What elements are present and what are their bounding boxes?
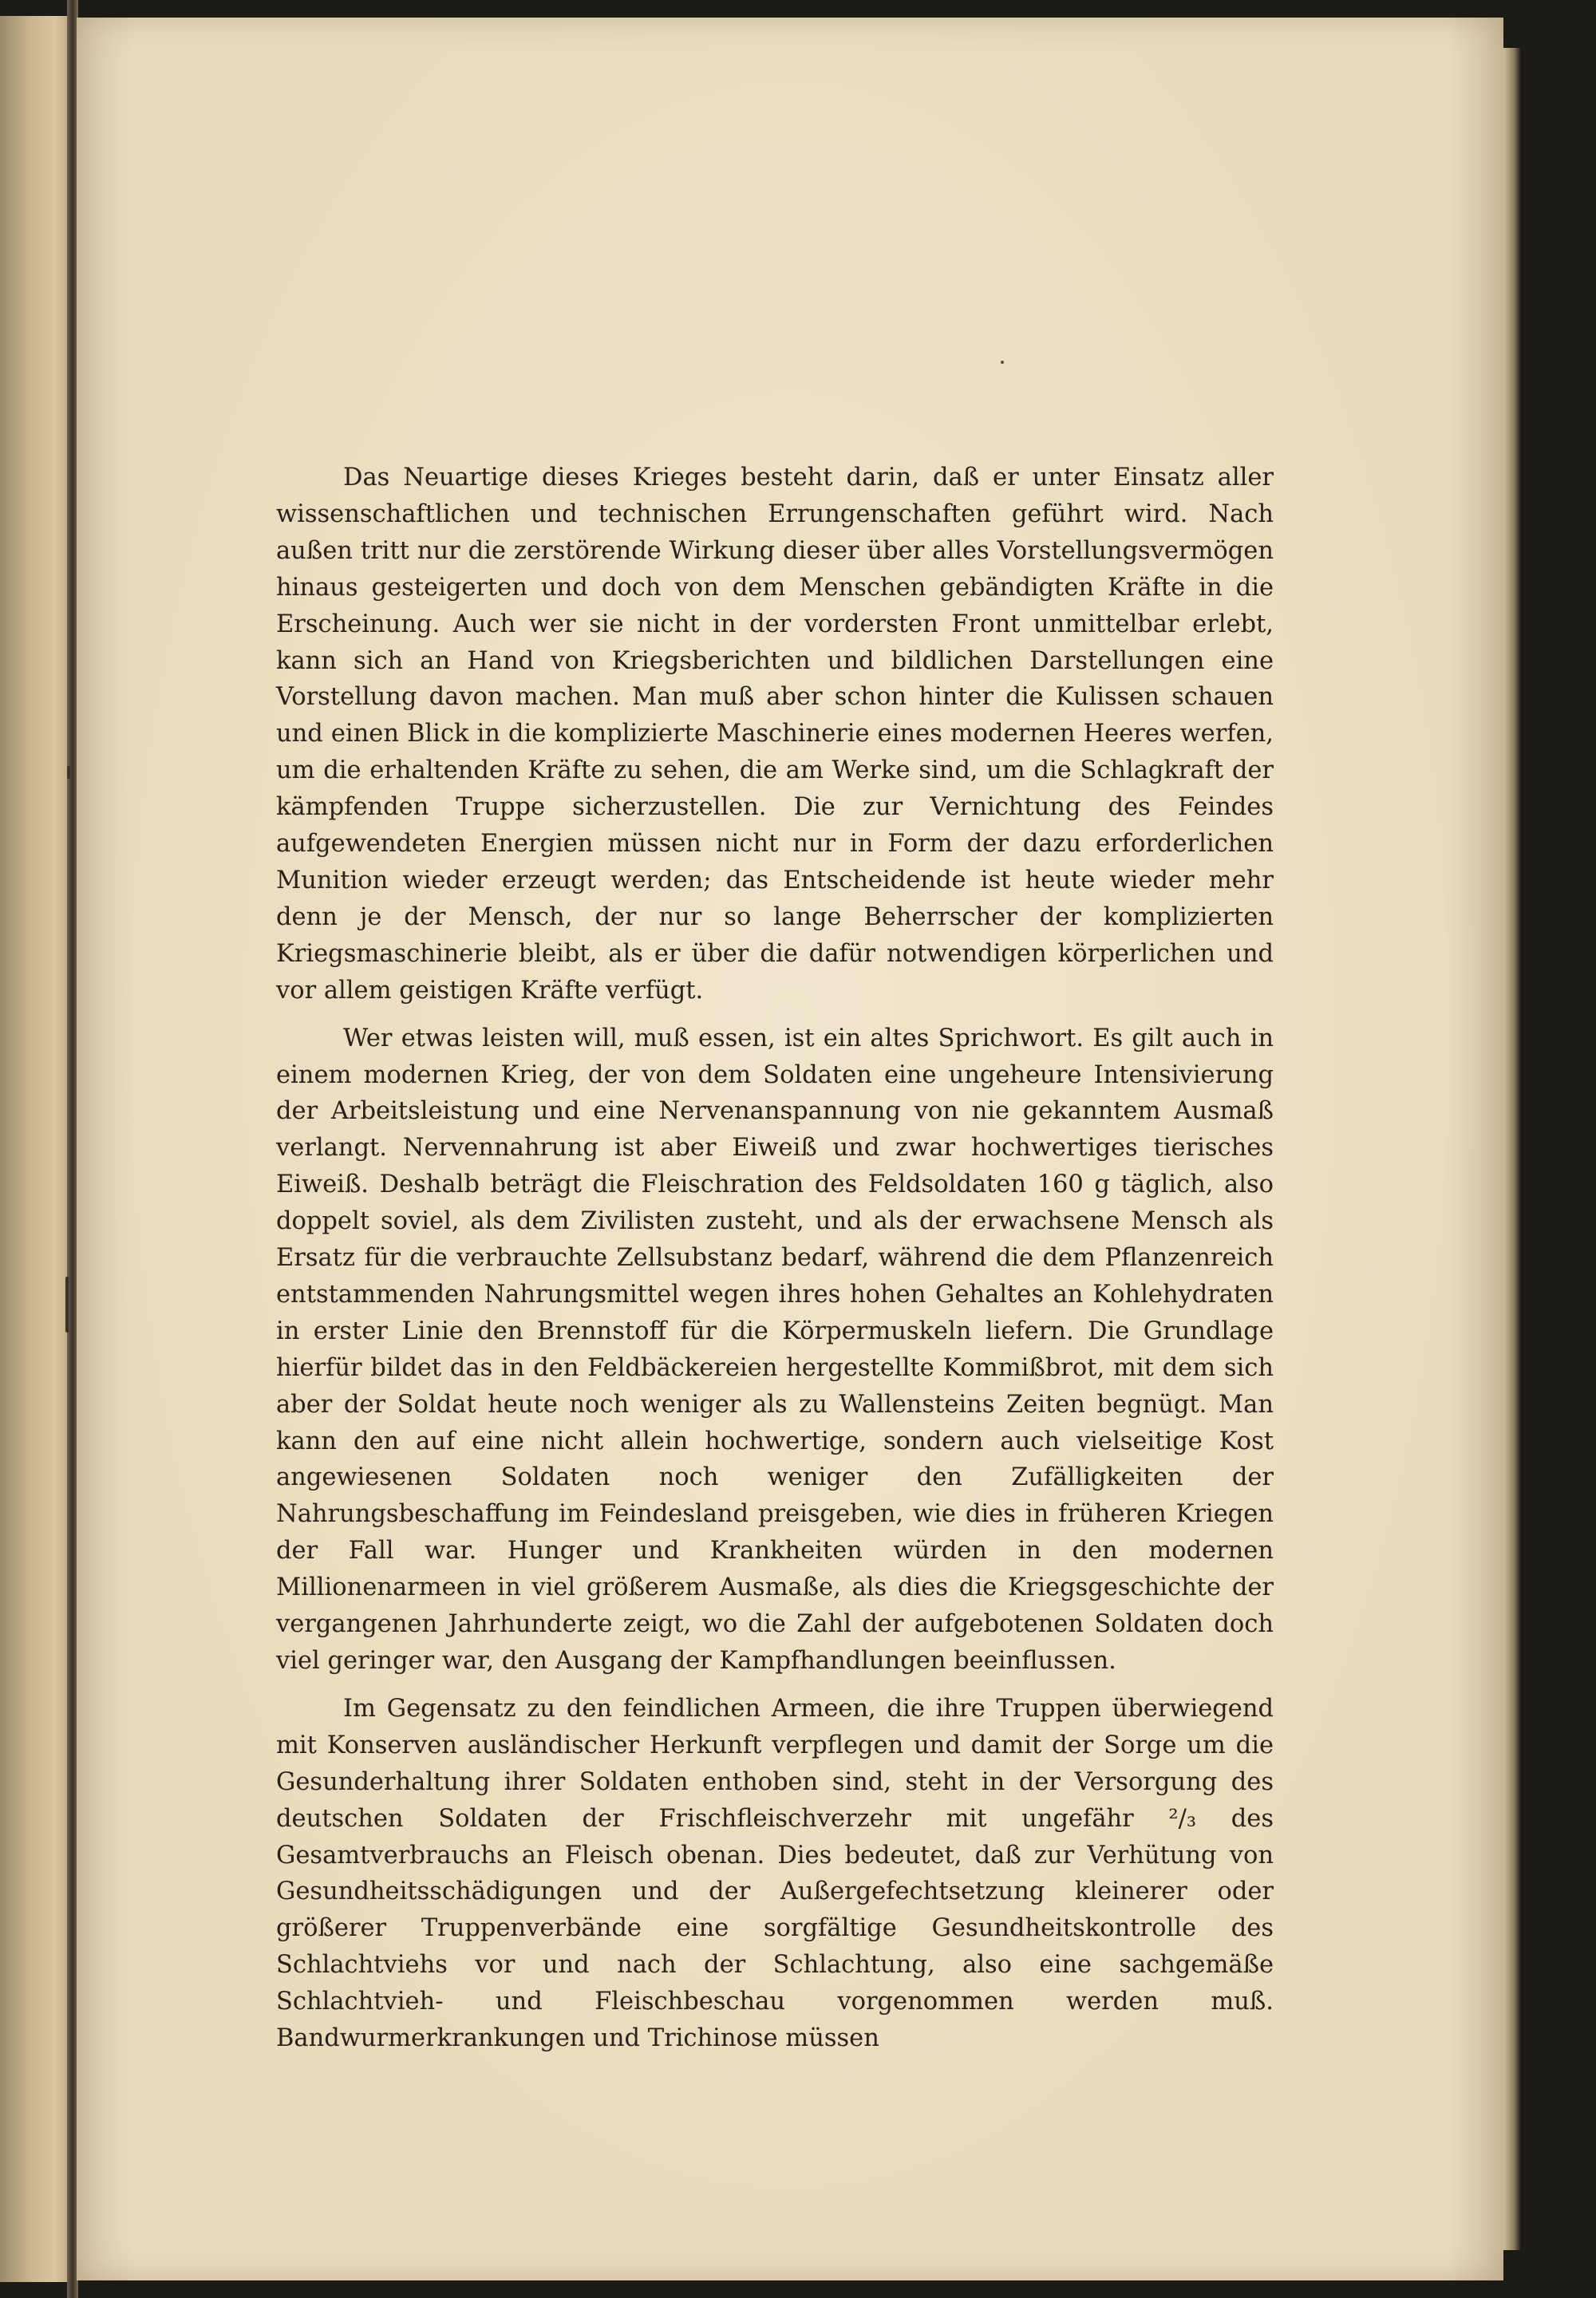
right-page-edge: [1503, 48, 1521, 2250]
ink-speck: [1001, 361, 1004, 364]
paragraph-1: Das Neuartige dieses Krieges besteht darin, daß er unter Einsatz aller wissenschaftlichen und technischen Errungenschaften geführt wird. Nach außen tritt nur die zerstörende Wirkung dieser über alles Vorstellungsvermögen hinaus gesteigerten und doch von dem Menschen gebändigten Kräfte in die Erscheinung. Auch wer sie nicht in der vordersten Front unmittelbar erlebt, kann sich an Hand von Kriegsberichten und bildlichen Darstellungen eine Vorstellung davon machen. Man muß aber schon hinter die Kulissen schauen und einen Blick in die komplizierte Maschinerie eines modernen Heeres werfen, um die erhaltenden Kräfte zu sehen, die am Werke sind, um die Schlagkraft der kämpfenden Truppe sicherzustellen. Die zur Vernichtung des Feindes aufgewendeten Energien müssen nicht nur in Form der dazu erforderlichen Munition wieder erzeugt werden; das Entscheidende ist heute wieder mehr denn je der Mensch, der nur so lange Beherrscher der komplizierten Kriegsmaschinerie bleibt, als er über die dafür notwendigen körperlichen und vor allem geistigen Kräfte verfügt.: [276, 464, 1274, 1005]
paragraph-2: Wer etwas leisten will, muß essen, ist ein altes Sprichwort. Es gilt auch in einem modernen Krieg, der von dem Soldaten eine ungeheure Intensivierung der Arbeitsleistung und eine Nervenanspannung von nie gekanntem Ausmaß verlangt. Nervennahrung ist aber Eiweiß und zwar hochwertiges tierisches Eiweiß. Deshalb beträgt die Fleischration des Feldsoldaten 160 g täglich, also doppelt soviel, als dem Zivilisten zusteht, und als der erwachsene Mensch als Ersatz für die verbrauchte Zellsubstanz bedarf, während die dem Pflanzenreich entstammenden Nahrungsmittel wegen ihres hohen Gehaltes an Kohlehydraten in erster Linie den Brennstoff für die Körpermuskeln liefern. Die Grundlage hierfür bildet das in den Feldbäckereien hergestellte Kommißbrot, mit dem sich aber der Soldat heute noch weniger als zu Wallensteins Zeiten begnügt. Man kann den auf eine nicht allein hochwertige, sondern auch vielseitige Kost angewiesenen Soldaten noch weniger den Zufälligkeiten der Nahrungsbeschaffung im Feindesland preisgeben, wie dies in früheren Kriegen der Fall war. Hunger und Krankheiten würden in den modernen Millionenarmeen in viel größerem Ausmaße, als dies die Kriegsgeschichte der vergangenen Jahrhunderte zeigt, wo die Zahl der aufgebotenen Soldaten doch viel geringer war, den Ausgang der Kampfhandlungen beeinflussen.: [276, 1024, 1274, 1675]
body-text: [276, 460, 1274, 2057]
left-page-edge: [0, 16, 73, 2282]
margin-mark: [65, 1277, 69, 1333]
margin-mark: [67, 766, 70, 779]
paragraph-3: Im Gegensatz zu den feindlichen Armeen, die ihre Truppen überwiegend mit Konserven ausländischer Herkunft verpflegen und damit der Sorge um die Gesunderhaltung ihrer Soldaten enthoben sind, steht in der Versorgung des deutschen Soldaten der Frischfleischverzehr mit ungefähr ²/₃ des Gesamtverbrauchs an Fleisch obenan. Dies bedeutet, daß zur Verhütung von Gesundheitsschädigungen und der Außergefechtsetzung kleinerer oder größerer Truppenverbände eine sorgfältige Gesundheitskontrolle des Schlachtviehs vor und nach der Schlachtung, also eine sachgemäße Schlachtvieh- und Fleischbeschau vorgenommen werden muß. Bandwurmerkrankungen und Trichinose müssen: [276, 1694, 1274, 2053]
